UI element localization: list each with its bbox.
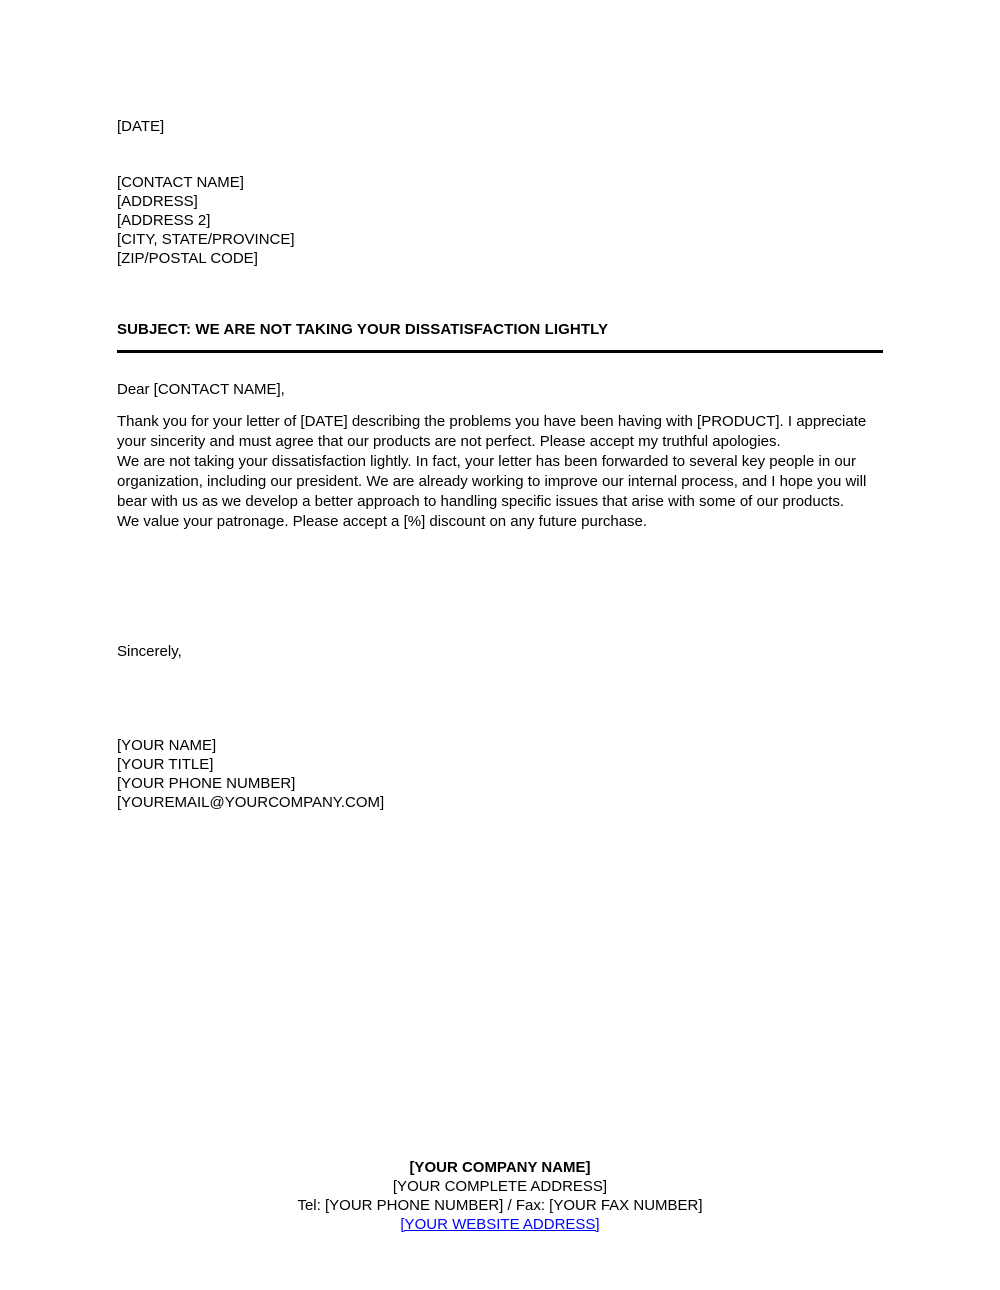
closing-line: Sincerely, [117,643,182,660]
signature-title: [YOUR TITLE] [117,756,214,773]
body-paragraph-2: We are not taking your dissatisfaction lightly. In fact, your letter has been forwarded to several key people in our organization, including our president. We are already working to improve our internal process, and I hope you will bear with us as we develop a better approach to handling specific issues that arise with some of our products. [117,453,867,510]
date-block [117,117,885,136]
footer-contact: Tel: [YOUR PHONE NUMBER] / Fax: [YOUR FAX NUMBER] [297,1197,703,1214]
closing-block [117,642,885,661]
recipient-contact-name: [CONTACT NAME] [117,174,244,191]
body-paragraph-1: Thank you for your letter of [DATE] describing the problems you have been having with [PRODUCT]. I appreciate your sincerity and must agree that our products are not perfect. Please accept my truthful apologies. [117,413,867,450]
recipient-address-2: [ADDRESS 2] [117,212,211,229]
signature-name: [YOUR NAME] [117,737,217,754]
signature-block [117,736,885,812]
recipient-city-state: [CITY, STATE/PROVINCE] [117,231,295,248]
body-paragraph-3: We value your patronage. Please accept a [%] discount on any future purchase. [117,513,648,530]
recipient-address-1: [ADDRESS] [117,193,198,210]
recipient-address-block [117,173,885,268]
subject-line: SUBJECT: WE ARE NOT TAKING YOUR DISSATISFACTION LIGHTLY [117,321,609,338]
salutation-line: Dear [CONTACT NAME], [117,381,285,398]
footer-website-link[interactable]: [YOUR WEBSITE ADDRESS] [400,1216,600,1233]
date-line: [DATE] [117,118,165,135]
salutation-block [117,380,885,399]
body-block [117,412,887,532]
recipient-postal-code: [ZIP/POSTAL CODE] [117,250,258,267]
footer-block [0,1158,1000,1234]
signature-email: [YOUREMAIL@YOURCOMPANY.COM] [117,794,385,811]
subject-block [117,320,885,353]
footer-website-line [0,1215,1000,1234]
signature-phone: [YOUR PHONE NUMBER] [117,775,296,792]
subject-divider [117,350,883,353]
footer-address: [YOUR COMPLETE ADDRESS] [392,1178,608,1195]
footer-company-name: [YOUR COMPANY NAME] [409,1159,591,1176]
